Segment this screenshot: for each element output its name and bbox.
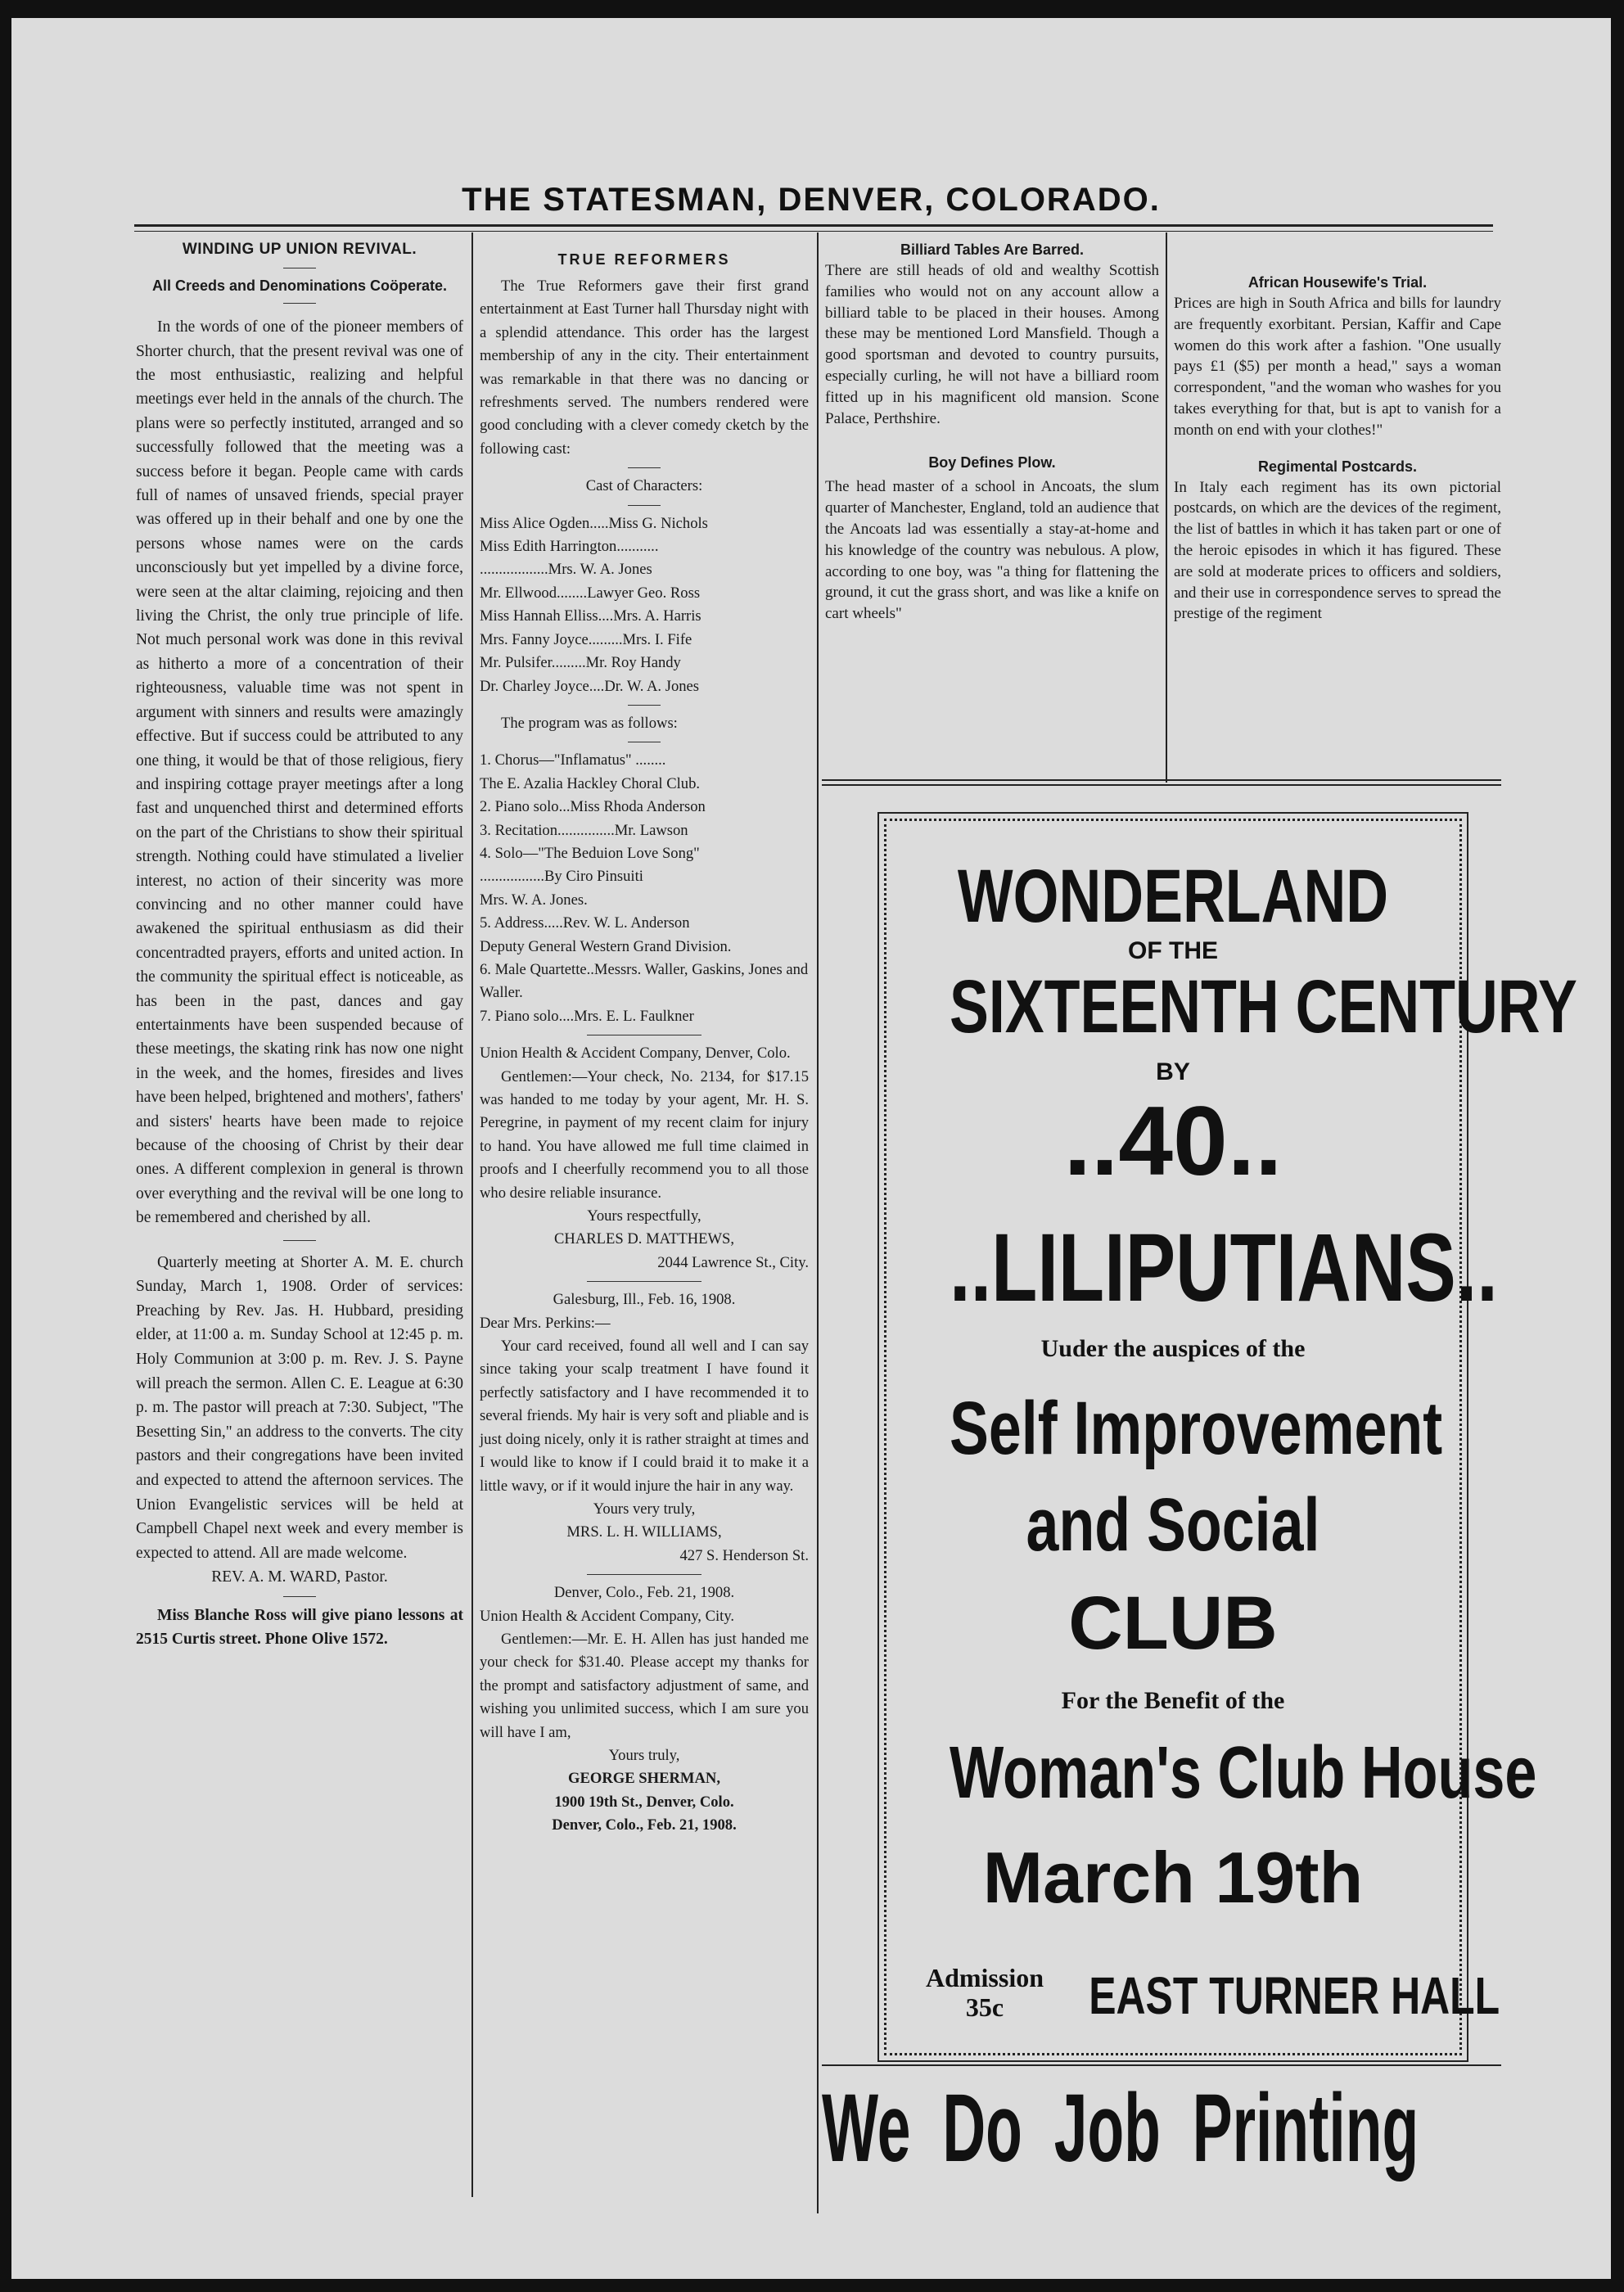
revival-headline: WINDING UP UNION REVIVAL.: [182, 241, 417, 258]
program-line: 6. Male Quartette..Messrs. Waller, Gaskins, Jones and Waller.: [480, 960, 809, 1002]
top-rule-thin: [134, 231, 1493, 232]
program-title: The program was as follows:: [501, 714, 678, 732]
wonderland-advertisement: [884, 819, 1577, 2055]
cast-line: Mrs. Fanny Joyce.........Mrs. I. Fife: [480, 630, 692, 648]
letter3-name: GEORGE SHERMAN,: [568, 1770, 720, 1788]
cast-line: Mr. Pulsifer.........Mr. Roy Handy: [480, 654, 681, 672]
ad-self-improvement: Self Improvement: [950, 1387, 1443, 1470]
pastor-signature: REV. A. M. WARD, Pastor.: [211, 1568, 388, 1586]
dash: [628, 505, 661, 506]
column-2: [480, 249, 809, 1838]
quarterly-meeting: Quarterly meeting at Shorter A. M. E. church Sunday, March 1, 1908. Order of services: Preaching by Rev. Jas. H. Hubbard, presiding elder, at 11:00 a. m. Sunday School at 12:45 p. m. Holy Communion at 3:00 p. m. Rev. J. S. Payne will preach the sermon. Allen C. E. League at 6:30 p. m. The pastor will preach at 7:30. Subject, "The Besetting Sin," an address to the converts. The city pastors and their congregations have been invited and expected to attend the afternoon services. The Union Evangelistic services will be held at Campbell Chapel next week and every member is expected to attend. All are made welcome.: [136, 1253, 463, 1562]
plow-body: The head master of a school in Ancoats, the slum quarter of Manchester, England, told an audience that the Ancoats lad was essentially a stay-at-home and his knowledge of the country was nebulous. A plow, according to one boy, was "a thing for flattening the ground, it cut the grass short, and was like a knife on cart wheels": [825, 478, 1159, 623]
ad-liliputians: ..LILIPUTIANS..: [950, 1214, 1498, 1322]
program-line: 7. Piano solo....Mrs. E. L. Faulkner: [480, 1007, 694, 1025]
letter3-date: Denver, Colo., Feb. 21, 1908.: [553, 1584, 735, 1602]
ad-admission: [911, 1963, 1058, 2022]
cast-list: [480, 512, 809, 698]
dash: [587, 1574, 701, 1575]
jobprint-rule: [822, 2064, 1501, 2066]
cast-line: Miss Alice Ogden.....Miss G. Nichols: [480, 514, 708, 532]
masthead: THE STATESMAN, DENVER, COLORADO.: [462, 182, 1161, 218]
dash: [283, 1596, 316, 1597]
revival-subhead: All Creeds and Denominations Coöperate.: [151, 277, 448, 295]
plow-headline: Boy Defines Plow.: [928, 454, 1056, 471]
letter3-street: 1900 19th St., Denver, Colo.: [554, 1793, 734, 1811]
dash: [587, 1281, 701, 1282]
column-divider-2: [817, 232, 819, 2213]
african-body: Prices are high in South Africa and bills for laundry are frequently exorbitant. Persian, Kaffir and Cape women do this work after a fashion. "One usually pays £1 ($5) per month a head," says a woman correspondent, "and the woman who washes for you takes everything for that, but is apt to vanish for a month on end with your clothes!": [1174, 295, 1501, 439]
program-line: 2. Piano solo...Miss Rhoda Anderson: [480, 798, 706, 816]
letter2-name: MRS. L. H. WILLIAMS,: [566, 1523, 722, 1541]
dash: [283, 303, 316, 304]
column-4: [1174, 262, 1501, 625]
program-line: 4. Solo—"The Beduion Love Song": [480, 844, 700, 862]
ad-club: CLUB: [1068, 1581, 1278, 1665]
reformers-intro: The True Reformers gave their first grand entertainment at East Turner hall Thursday night with a splendid attendance. This order has the largest membership of any in the city. Their entertainment was remarkable in that there was no dancing or refreshments served. The numbers rendered were good concluding with a clever comedy cketch by the following cast:: [480, 277, 809, 458]
job-printing-banner: We Do Job Printing: [822, 2074, 1419, 2182]
newspaper-page: [11, 18, 1611, 2279]
cast-line: Dr. Charley Joyce....Dr. W. A. Jones: [480, 677, 700, 695]
ad-march-19th: March 19th: [982, 1837, 1364, 1918]
ad-womans-club-house: Woman's Club House: [950, 1732, 1537, 1814]
letter2-body: Your card received, found all well and I can say since taking your scalp treatment I have found it perfectly satisfactory and I have recommended it to several friends. My hair is very soft and pliable and is just doing nicely, only it is rather straight at times and I would like to know if I could braid it to make it a little wavy, or if it would injure the hair in any way.: [480, 1338, 809, 1495]
african-headline: African Housewife's Trial.: [1247, 274, 1428, 291]
program-line: 3. Recitation...............Mr. Lawson: [480, 821, 688, 839]
letter2-close: Yours very truly,: [593, 1500, 696, 1518]
ad-east-turner-hall: EAST TURNER HALL: [1089, 1966, 1500, 2025]
billiard-headline: Billiard Tables Are Barred.: [900, 241, 1085, 258]
letter3-body: Gentlemen:—Mr. E. H. Allen has just handed me your check for $31.40. Please accept my thanks for the prompt and satisfactory adjustment of same, and wishing you unlimited success, which I am sure you will have I am,: [480, 1630, 809, 1741]
letter1-body: Gentlemen:—Your check, No. 2134, for $17.15 was handed to me today by your agent, Mr. H. S. Peregrine, in payment of my recent claim for injury to hand. You have allowed me full time claimed in proofs and I cheerfully recommend you to all those who desire reliable insurance.: [480, 1067, 809, 1202]
column-3: [825, 239, 1159, 625]
ad-admission-label: Admission: [925, 1963, 1044, 1992]
ad-auspices: Uuder the auspices of the: [1040, 1335, 1306, 1362]
ad-of-the: OF THE: [1128, 937, 1218, 964]
ad-admission-price: 35c: [965, 1992, 1004, 2022]
postcard-headline: Regimental Postcards.: [1257, 458, 1418, 475]
program-line: Deputy General Western Grand Division.: [480, 937, 732, 955]
piano-notice: Miss Blanche Ross will give piano lessons at 2515 Curtis street. Phone Olive 1572.: [136, 1606, 463, 1648]
column-divider-1: [471, 232, 473, 2197]
letter1-address: Union Health & Accident Company, Denver, Colo.: [480, 1044, 791, 1063]
ad-by: BY: [1156, 1058, 1190, 1085]
ad-benefit: For the Benefit of the: [1061, 1687, 1285, 1714]
letter2-date: Galesburg, Ill., Feb. 16, 1908.: [553, 1291, 736, 1309]
letter1-close: Yours respectfully,: [587, 1207, 701, 1225]
letter2-street: 427 S. Henderson St.: [679, 1546, 809, 1564]
dash: [628, 705, 661, 706]
billiard-body: There are still heads of old and wealthy Scottish families who would not on any account allow a billiard table to be placed in their houses. Among these may be mentioned Lord Mansfield. Though a good sportsman and devoted to country pursuits, especially curling, he will not have a billiard room fitted up in his magnificent old mansion. Scone Palace, Perthshire.: [825, 262, 1159, 427]
dash: [628, 467, 661, 468]
program-line: .................By Ciro Pinsuiti: [480, 868, 643, 886]
reformers-headline: TRUE REFORMERS: [557, 251, 731, 268]
section-rule: [822, 779, 1501, 781]
program-list: [480, 749, 809, 1028]
ad-forty: ..40..: [1063, 1086, 1283, 1196]
top-rule: [134, 224, 1493, 227]
cast-title: Cast of Characters:: [585, 477, 703, 495]
postcard-body: In Italy each regiment has its own pictorial postcards, on which are the devices of the regiment, the list of battles in which it has taken part or one of the heroic episodes in which it has figured. These are sold at moderate prices to officers and soldiers, and their use in correspondence serves to spread the prestige of the regiment: [1174, 478, 1501, 623]
column-1: [136, 237, 463, 1651]
program-line: The E. Azalia Hackley Choral Club.: [480, 774, 701, 792]
ad-wonderland: WONDERLAND: [957, 855, 1389, 938]
letter3-close: Yours truly,: [608, 1746, 680, 1764]
letter3-date2: Denver, Colo., Feb. 21, 1908.: [552, 1816, 737, 1834]
column-divider-3: [1166, 232, 1167, 783]
letter1-name: CHARLES D. MATTHEWS,: [553, 1230, 735, 1248]
letter2-salutation: Dear Mrs. Perkins:—: [480, 1314, 611, 1332]
program-line: Mrs. W. A. Jones.: [480, 891, 588, 909]
dash: [283, 1240, 316, 1241]
ad-sixteenth-century: SIXTEENTH CENTURY: [950, 965, 1577, 1049]
revival-body: In the words of one of the pioneer members of Shorter church, that the present revival was one of the most enthusiastic, realizing and helpful meetings ever held in the annals of the church. The plans were so perfectly instituted, arranged and so successfully followed that the meeting was a success before it began. People came with cards full of names of unsaved friends, special prayer was offered up in their behalf and one by one the persons whose names were on the cards unconsciously but yet impelled by a divine force, were seen at the altar claiming, rejoicing and then living the Christ, the only true principle of life. Not much personal work was done in this revival as hitherto a more of a concentration of their righteousness, valuable time was not spent in argument with sinners and results were amazingly effective. But if success could be attributed to any one thing, it would be that of those religious, fiery and inspiring cottage prayer meetings after a long fast and unquenched thirst and determined efforts on the part of the Christians to show their spiritual strength. Nothing could have stimulated a livelier interest, no action of their sincerity was more convincing and no other manner could have awakened the spiritual enthusiasm as did their concentradted prayers, efforts and united action. In the community the spiritual effect is noticeable, as has been in the past, dances and gay entertainments have been suspended because of these meetings, the skating rink has now one night in the week, and the homes, firesides and lives have been helped, brightened and mothers', fathers' and sisters' hearts have been made to rejoice because of the choosing of Christ by their dear ones. A different complexion in general is thrown over everything and the revival will be one long to be remembered and cherished by all.: [136, 318, 463, 1227]
cast-line: Miss Hannah Elliss....Mrs. A. Harris: [480, 607, 701, 625]
ad-and-social: and Social: [1026, 1483, 1320, 1567]
letter1-street: 2044 Lawrence St., City.: [657, 1253, 809, 1271]
section-rule-2: [822, 784, 1501, 786]
cast-line: ..................Mrs. W. A. Jones: [480, 561, 652, 579]
cast-line: Mr. Ellwood........Lawyer Geo. Ross: [480, 584, 701, 602]
program-line: 5. Address.....Rev. W. L. Anderson: [480, 914, 690, 932]
program-line: 1. Chorus—"Inflamatus" ........: [480, 751, 666, 769]
letter3-address: Union Health & Accident Company, City.: [480, 1607, 735, 1625]
cast-line: Miss Edith Harrington...........: [480, 538, 659, 556]
